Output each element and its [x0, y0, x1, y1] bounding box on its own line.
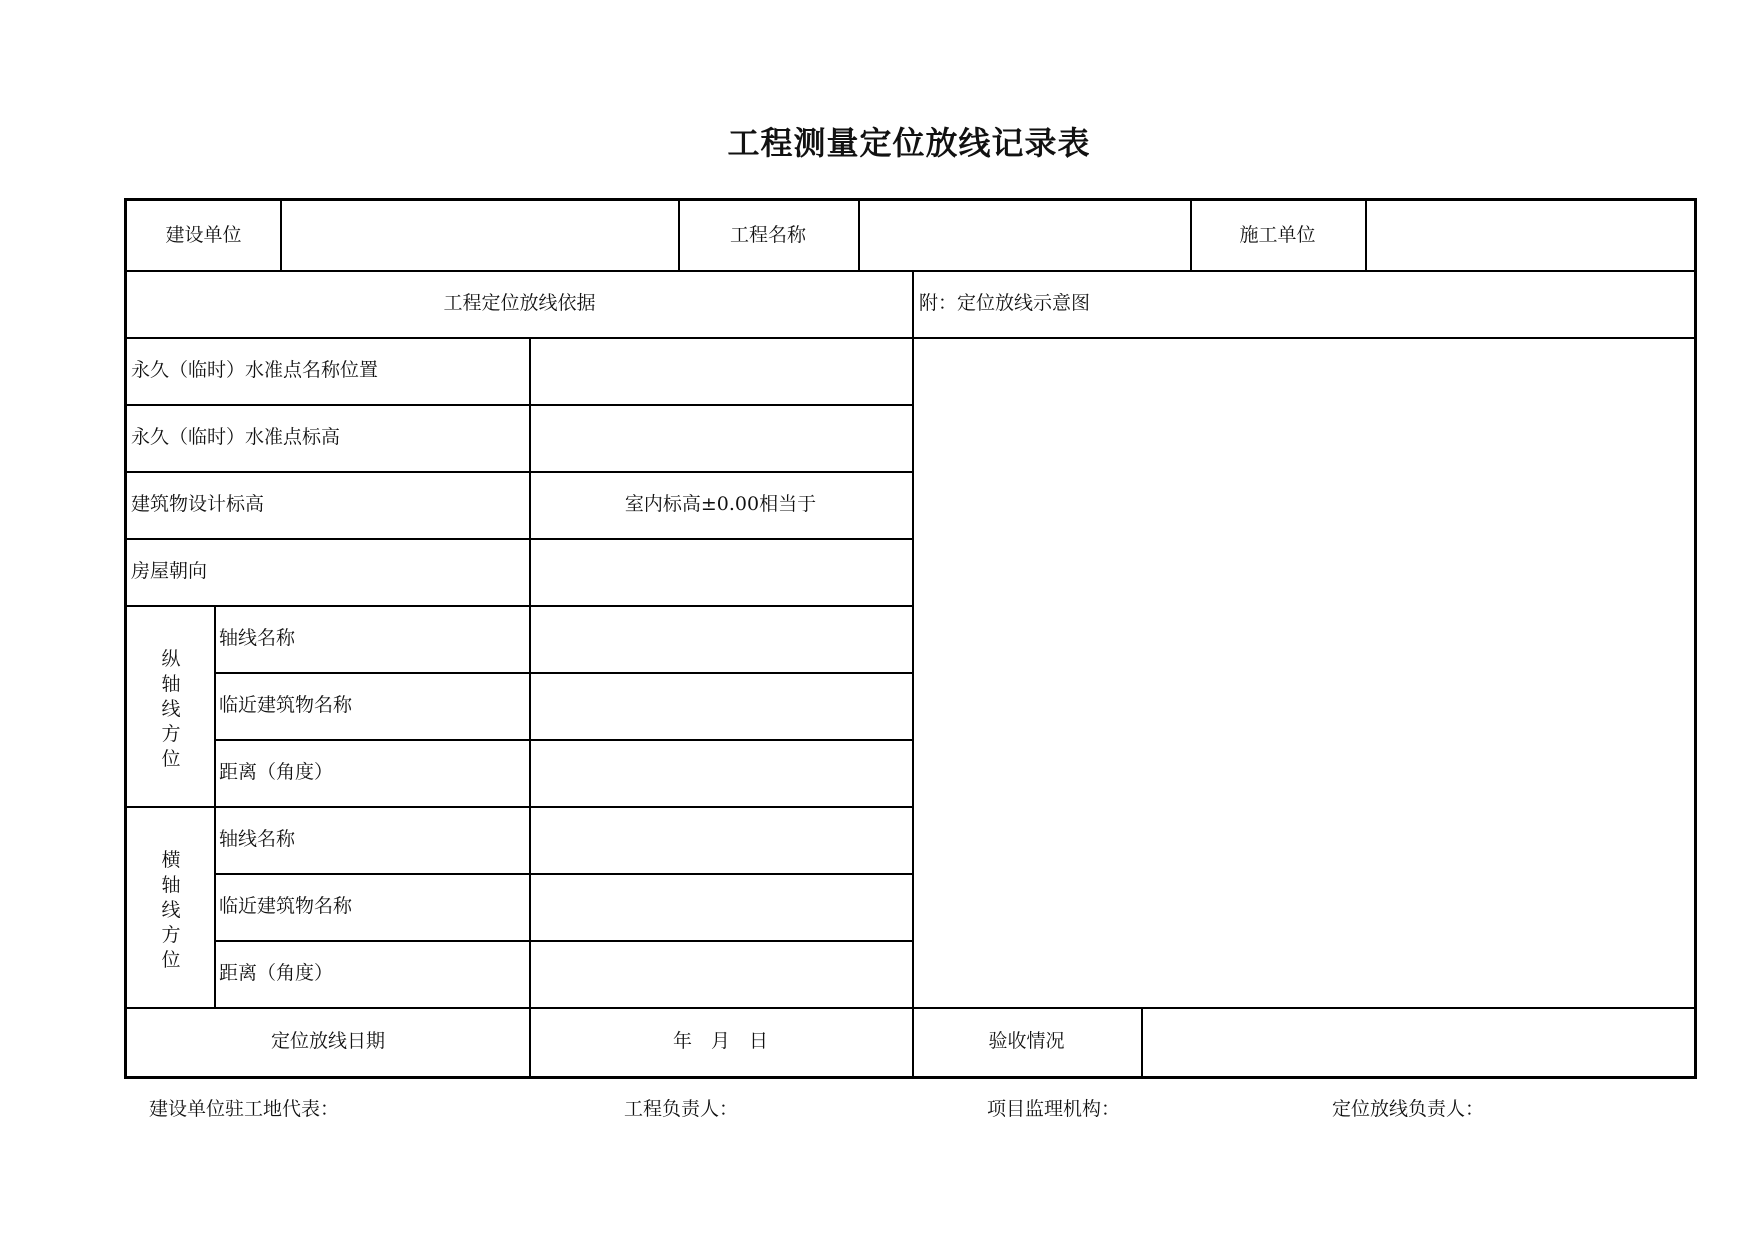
longitudinal-group-label: 纵 轴 线 方 位 [161, 648, 181, 770]
acceptance-value[interactable] [1148, 1030, 1688, 1054]
supervision-signature: 项目监理机构： [987, 1098, 1121, 1120]
transverse-distance-label: 距离（角度） [219, 962, 334, 984]
col-divider [1141, 1007, 1143, 1076]
benchmark-elevation-value[interactable] [531, 406, 911, 471]
site-rep-signature: 建设单位驻工地代表： [149, 1098, 340, 1120]
longitudinal-distance-value[interactable] [531, 741, 911, 806]
date-value[interactable]: 年 月 日 [672, 1030, 768, 1052]
project-name-value[interactable] [865, 224, 1185, 248]
row-divider [127, 471, 912, 473]
col-divider [1365, 201, 1367, 270]
sketch-label: 附：定位放线示意图 [919, 292, 1091, 314]
longitudinal-axis-name-label: 轴线名称 [219, 627, 296, 649]
acceptance-label: 验收情况 [988, 1030, 1065, 1052]
transverse-axis-name-value[interactable] [531, 808, 911, 873]
indoor-elevation-note[interactable]: 室内标高±0.00相当于 [624, 493, 817, 515]
longitudinal-axis-name-value[interactable] [531, 607, 911, 672]
build-unit-value[interactable] [287, 224, 672, 248]
orientation-value[interactable] [531, 540, 911, 605]
build-unit-label: 建设单位 [165, 224, 242, 246]
longitudinal-adjacent-building-value[interactable] [531, 674, 911, 739]
row-divider [127, 1007, 1694, 1009]
benchmark-name-position-label: 永久（临时）水准点名称位置 [131, 359, 379, 381]
design-elevation-label: 建筑物设计标高 [131, 493, 265, 515]
transverse-axis-name-label: 轴线名称 [219, 828, 296, 850]
col-divider [858, 201, 860, 270]
date-label: 定位放线日期 [270, 1030, 385, 1052]
construction-unit-value[interactable] [1372, 224, 1692, 248]
transverse-adjacent-building-label: 临近建筑物名称 [219, 895, 353, 917]
orientation-label: 房屋朝向 [131, 560, 208, 582]
longitudinal-adjacent-building-label: 临近建筑物名称 [219, 694, 353, 716]
project-lead-signature: 工程负责人： [624, 1098, 739, 1120]
construction-unit-label: 施工单位 [1239, 224, 1316, 246]
page-title: 工程测量定位放线记录表 [727, 124, 1091, 162]
basis-label: 工程定位放线依据 [443, 292, 596, 314]
col-divider [214, 605, 216, 1007]
col-divider [280, 201, 282, 270]
transverse-group-label: 横 轴 线 方 位 [161, 849, 181, 971]
project-name-label: 工程名称 [729, 224, 806, 246]
layout-lead-signature: 定位放线负责人： [1332, 1098, 1485, 1120]
record-form [124, 198, 1697, 1079]
longitudinal-distance-label: 距离（角度） [219, 761, 334, 783]
benchmark-elevation-label: 永久（临时）水准点标高 [131, 426, 341, 448]
benchmark-name-position-value[interactable] [531, 339, 911, 404]
sketch-area[interactable] [914, 339, 1694, 1006]
transverse-distance-value[interactable] [531, 942, 911, 1007]
transverse-adjacent-building-value[interactable] [531, 875, 911, 940]
row-divider [127, 270, 1694, 272]
